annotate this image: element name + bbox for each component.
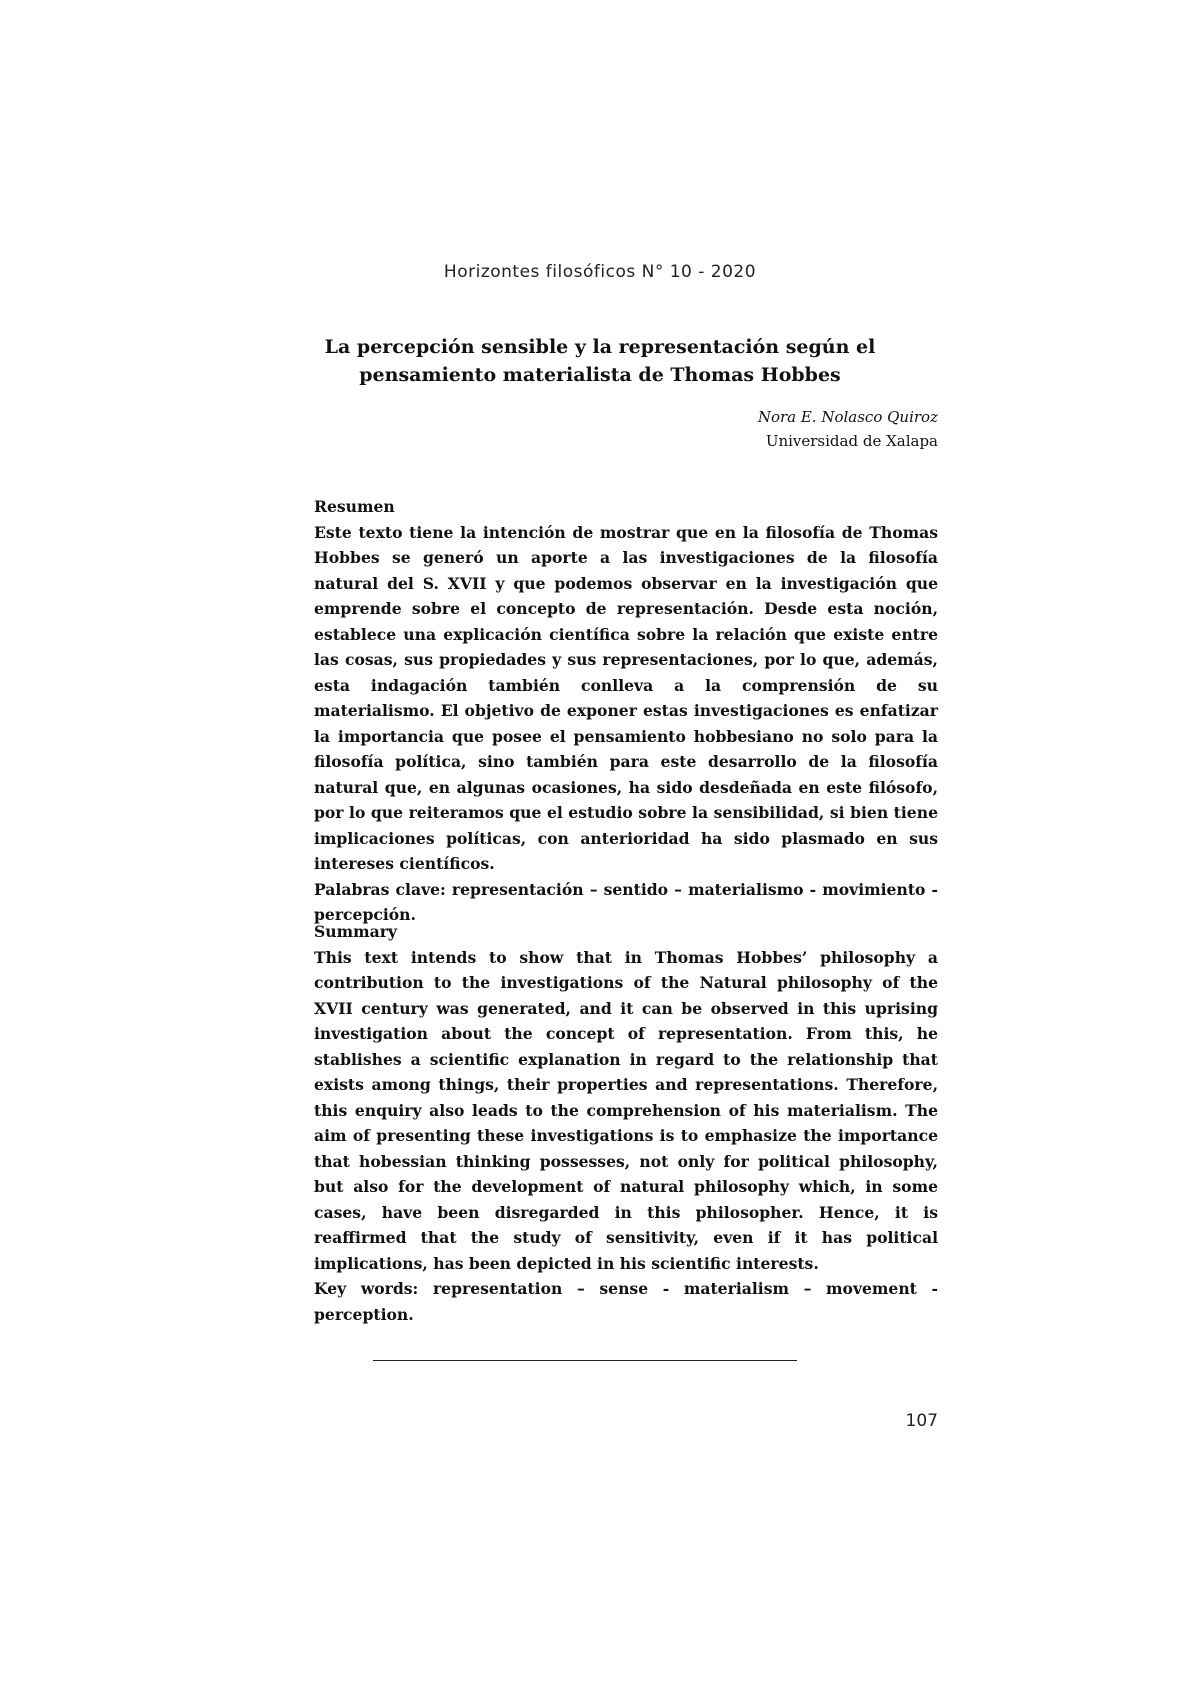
resumen-paragraph: Este texto tiene la intención de mostrar que en la filosofía de Thomas Hobbes se generó un aporte a las investigaciones de la filosofía natural del S. XVII y que podemos observar en la investigación que emprende sobre el concepto de representación. Desde esta noción, establece una explicación científica sobre la relación que existe entre las cosas, sus propiedades y sus representaciones, por lo que, además, esta indagación también conlleva a la comprensión de su materialismo. El objetivo de exponer estas investigaciones es enfatizar la importancia que posee el pensamiento hobbesiano no solo para la filosofía política, sino también para este desarrollo de la filosofía natural que, en algunas ocasiones, ha sido desdeñada en este filósofo, por lo que reiteramos que el estudio sobre la sensibilidad, si bien tiene implicaciones políticas, con anterioridad ha sido plasmado en sus intereses científicos.: [314, 522, 938, 873]
author-name: Nora E. Nolasco Quiroz: [757, 408, 938, 426]
author-block: [758, 405, 938, 453]
summary-paragraph: This text intends to show that in Thomas Hobbes’ philosophy a contribution to the investigations of the Natural philosophy of the XVII century was generated, and it can be observed in this uprising investigation about the concept of representation. From this, he stablishes a scientific explanation in regard to the relationship that exists among things, their properties and representations. Therefore, this enquiry also leads to the comprehension of his materialism. The aim of presenting these investigations is to emphasize the importance that hobessian thinking possesses, not only for political philosophy, but also for the development of natural philosophy which, in some cases, have been disregarded in this philosopher. Hence, it is reaffirmed that the study of sensitivity, even if it has political implications, has been depicted in his scientific interests.: [314, 947, 938, 1273]
running-header: Horizontes filosóficos N° 10 - 2020: [443, 262, 757, 282]
page-number: 107: [905, 1411, 938, 1431]
footnote-separator: [373, 1360, 797, 1361]
summary-section: [314, 919, 938, 1327]
article-title: La percepción sensible y la representación según el pensamiento materialista de Thomas Hobbes: [324, 336, 876, 386]
author-affiliation: Universidad de Xalapa: [765, 432, 938, 450]
resumen-section: [314, 494, 938, 928]
resumen-heading: Resumen: [314, 497, 395, 516]
summary-keywords: Key words: representation – sense - materialism – movement - perception.: [314, 1279, 938, 1324]
summary-heading: Summary: [314, 922, 397, 941]
resumen-keywords: Palabras clave: representación – sentido – materialismo - movimiento - percepción.: [314, 879, 938, 924]
